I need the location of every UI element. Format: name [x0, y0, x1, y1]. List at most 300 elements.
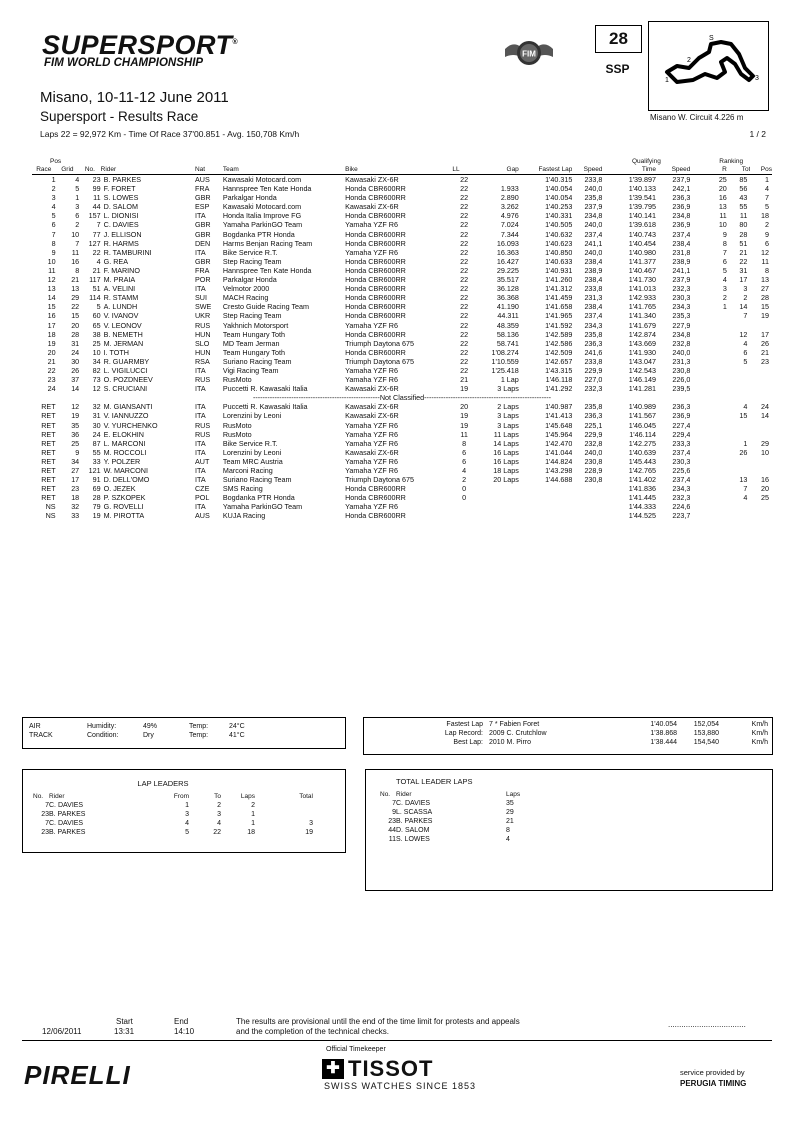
- speed: 233,8: [584, 356, 603, 366]
- grid: 17: [71, 475, 80, 485]
- qual-time: 1'41.930: [628, 347, 657, 357]
- rank-total: 28: [739, 229, 748, 239]
- fastest-lap: 1'45.648: [545, 420, 573, 430]
- rank-pos: 9: [765, 229, 769, 239]
- gap: 16 Laps: [493, 447, 519, 457]
- nation: RUS: [194, 375, 211, 385]
- rank-total: 21: [739, 247, 748, 257]
- total: 3: [309, 820, 313, 827]
- fastest-lap: 1'40.331: [545, 211, 573, 221]
- rank-race: [690, 339, 726, 348]
- tl-col-rider: Rider: [396, 791, 412, 798]
- tissot-wordmark: TISSOT: [348, 1056, 434, 1081]
- qual-time: 1'41.730: [628, 275, 657, 285]
- rider-name: G. ROVELLI: [103, 502, 144, 512]
- laps-led: 22: [460, 347, 469, 357]
- ll-col-rider: Rider: [49, 793, 65, 800]
- laps-led: 22: [460, 238, 469, 248]
- fastest-lap: 1'42.657: [545, 356, 573, 366]
- rider-number: 32: [92, 402, 101, 412]
- rank-total: [727, 366, 751, 375]
- rider-number: 77: [92, 229, 101, 239]
- bike: Honda CBR600RR: [345, 302, 406, 312]
- gap: 3 Laps: [497, 384, 519, 394]
- rank-total: 43: [739, 193, 748, 203]
- team: Yamaha ParkinGO Team: [222, 502, 303, 512]
- laps-led: 0: [462, 493, 467, 503]
- grid: 22: [71, 302, 80, 312]
- qual-time: 1'42.765: [628, 466, 657, 475]
- speed: 241,6: [584, 347, 603, 357]
- tl-col-laps: Laps: [506, 791, 521, 798]
- grid: 12: [71, 402, 80, 412]
- rank-race: 5: [722, 265, 727, 275]
- speed: 234,8: [584, 211, 603, 221]
- page-number: 1 / 2: [749, 129, 766, 139]
- speed: 240,0: [584, 247, 603, 257]
- race-pos: 1: [51, 175, 56, 184]
- rank-total: 85: [739, 175, 748, 184]
- qual-time: 1'42.874: [628, 329, 657, 339]
- nation: AUS: [194, 175, 210, 184]
- fastest-lap: 1'44.688: [545, 475, 573, 485]
- not-classified-body: [32, 402, 772, 520]
- fastest-lap: 1'41.312: [545, 284, 573, 294]
- race-pos: RET: [41, 411, 56, 421]
- lap-leader-row: [33, 801, 313, 810]
- qual-time: 1'41.281: [628, 384, 657, 394]
- records-box: [363, 717, 773, 755]
- rank-pos: 19: [761, 311, 769, 321]
- fastest-lap: 1'42.470: [545, 438, 573, 448]
- rider-name: R. GUARMBY: [103, 356, 150, 366]
- nation: SUI: [194, 293, 207, 303]
- result-row: [32, 384, 772, 393]
- rider-name: V. IANNUZZO: [103, 411, 149, 421]
- leader-name: B. PARKES: [396, 818, 433, 825]
- col-ranking: Ranking: [719, 158, 744, 165]
- result-row: [32, 220, 772, 229]
- grid: 4: [75, 175, 80, 184]
- race-pos: 20: [47, 347, 56, 357]
- leader-name: C. DAVIES: [396, 800, 431, 807]
- rank-pos: 23: [761, 356, 769, 366]
- qual-time: 1'45.443: [628, 456, 657, 466]
- result-row: [32, 239, 772, 248]
- gap: 2.890: [500, 193, 519, 203]
- laps-led: 22: [460, 329, 469, 339]
- rank-race: 13: [718, 202, 727, 212]
- qual-time: 1'43.669: [628, 338, 657, 348]
- qual-time: 1'39.897: [628, 175, 657, 184]
- rank-pos: [750, 366, 772, 375]
- qual-time: 1'39.618: [628, 220, 657, 230]
- gap: 20 Laps: [493, 475, 519, 485]
- rider-number: 12: [92, 384, 101, 394]
- nation: ITA: [194, 475, 206, 485]
- rank-race: [690, 348, 726, 357]
- bike: Yamaha YZF R6: [345, 456, 398, 466]
- race-pos: NS: [45, 502, 56, 512]
- qual-speed: 226,0: [672, 375, 691, 385]
- rider-number: 21: [92, 265, 101, 275]
- rider-number: 34: [92, 356, 101, 366]
- race-pos: RET: [41, 456, 56, 466]
- laps-led: 2: [462, 475, 467, 485]
- race-pos: RET: [41, 466, 56, 475]
- qual-speed: 236,9: [672, 411, 691, 421]
- speed: 240,0: [584, 447, 603, 457]
- laps-led: 22: [460, 229, 469, 239]
- rank-total: 80: [739, 220, 748, 230]
- gap: 16.093: [496, 238, 519, 248]
- rider-number: 23: [92, 175, 101, 184]
- laps-led: 22: [460, 275, 469, 285]
- rank-pos: [750, 375, 772, 384]
- qual-speed: 236,3: [672, 193, 691, 203]
- tl-col-no: No.: [380, 791, 391, 798]
- fastest-lap: 1'42.589: [545, 329, 573, 339]
- rank-pos: 5: [765, 202, 769, 212]
- rider-name: B. PARKES: [103, 175, 142, 184]
- qual-time: 1'40.454: [628, 238, 657, 248]
- result-row: [32, 275, 772, 284]
- rider-name: O. POZDNEEV: [103, 375, 153, 385]
- rank-total: 31: [739, 265, 748, 275]
- rank-pos: [750, 430, 772, 439]
- rider-number: 91: [92, 475, 101, 485]
- lap-record-speed: 153,880: [693, 730, 719, 737]
- fastest-lap: [519, 502, 573, 511]
- rank-total: 4: [743, 338, 748, 348]
- laps: 1: [251, 811, 255, 818]
- rank-race: [690, 311, 726, 320]
- qual-time: 1'39.795: [628, 202, 657, 212]
- speed: 232,3: [584, 384, 603, 394]
- grid: 26: [71, 365, 80, 375]
- rank-race: [690, 484, 726, 493]
- rider-name: M. PRAIA: [103, 275, 136, 285]
- rider-name: S. CRUCIANI: [103, 384, 148, 394]
- bike: Triumph Daytona 675: [345, 475, 414, 485]
- bike: Honda CBR600RR: [345, 275, 406, 285]
- race-pos: 23: [47, 375, 56, 385]
- race-pos: NS: [45, 511, 56, 521]
- rider-number: 33: [92, 456, 101, 466]
- result-row: [32, 302, 772, 311]
- qual-time: 1'40.989: [628, 402, 657, 412]
- official-timekeeper-label: Official Timekeeper: [326, 1046, 386, 1053]
- rank-race: [690, 421, 726, 430]
- speed: [572, 493, 602, 502]
- lap-leaders-title: LAP LEADERS: [137, 779, 189, 788]
- not-classified-row: [32, 457, 772, 466]
- team: Suriano Racing Team: [222, 475, 292, 485]
- rider-name: C. DAVIES: [103, 220, 139, 230]
- grid: 3: [75, 202, 80, 212]
- qual-speed: 234,3: [672, 302, 691, 312]
- nation: POR: [194, 275, 211, 285]
- grid: 21: [71, 275, 80, 285]
- gap: 18 Laps: [493, 466, 519, 475]
- qual-speed: 241,1: [672, 265, 691, 275]
- race-pos: 21: [47, 356, 56, 366]
- laps-led: 22: [460, 184, 469, 194]
- rider-name: F. MARINO: [103, 265, 140, 275]
- lap-record-label: Lap Record:: [444, 730, 483, 737]
- qual-time: 1'46.045: [628, 420, 657, 430]
- result-row: [32, 284, 772, 293]
- gap: 48.359: [496, 320, 519, 330]
- race-pos: 12: [47, 275, 56, 285]
- col-rk-tot: Tot: [741, 166, 751, 173]
- nation: RUS: [194, 429, 211, 439]
- total-leader-row: [380, 826, 560, 835]
- total: 19: [305, 829, 313, 836]
- rider-name: O. JEZEK: [103, 484, 136, 494]
- qual-speed: 224,6: [672, 502, 691, 512]
- laps: 4: [506, 836, 510, 843]
- rank-pos: 21: [761, 347, 769, 357]
- rider-number: 25: [92, 338, 101, 348]
- rank-race: [690, 366, 726, 375]
- leader-number: 7: [392, 800, 396, 807]
- col-nat: Nat: [194, 166, 206, 173]
- rank-total: 13: [739, 475, 748, 485]
- result-row: [32, 211, 772, 220]
- result-row: [32, 339, 772, 348]
- laps-led: 21: [460, 375, 469, 385]
- rank-race: [690, 493, 726, 502]
- laps-led: 0: [462, 484, 467, 494]
- gap: 1'25.418: [491, 365, 519, 375]
- speed: 229,9: [584, 365, 603, 375]
- rank-pos: 10: [761, 447, 769, 457]
- turn-label: 1: [665, 77, 669, 84]
- qual-time: 1'41.377: [628, 256, 657, 266]
- bike: Honda CBR600RR: [345, 265, 406, 275]
- rank-race: 9: [722, 229, 727, 239]
- pirelli-logo: PIRELLI: [24, 1060, 131, 1090]
- qual-speed: 240,0: [672, 347, 691, 357]
- laps-led: 22: [460, 338, 469, 348]
- team: Step Racing Team: [222, 311, 282, 321]
- rider-name: Y. POLZER: [103, 456, 141, 466]
- team: MD Team Jerman: [222, 338, 280, 348]
- rank-race: [690, 511, 726, 520]
- laps-led: 22: [460, 202, 469, 212]
- grid: 15: [71, 311, 80, 321]
- grid: 20: [71, 320, 80, 330]
- rider-name: L. VIGILUCCI: [103, 365, 148, 375]
- rank-race: 8: [722, 238, 727, 248]
- gap: 44.311: [497, 311, 519, 321]
- race-pos: 7: [51, 229, 56, 239]
- speed: 237,4: [584, 229, 603, 239]
- rank-pos: [750, 502, 772, 511]
- bike: Honda CBR600RR: [345, 238, 406, 248]
- race-pos: 18: [47, 329, 56, 339]
- team: RusMoto: [222, 429, 252, 439]
- rank-pos: 4: [765, 184, 769, 194]
- rank-pos: 26: [761, 338, 769, 348]
- team: Kawasaki Motocard.com: [222, 175, 302, 184]
- rider-number: 19: [92, 511, 101, 521]
- qual-time: 1'40.743: [628, 229, 657, 239]
- qual-speed: 239,5: [672, 384, 691, 394]
- fastest-lap: 1'40.623: [545, 238, 573, 248]
- rank-race: 2: [722, 293, 727, 303]
- race-pos: 15: [47, 302, 56, 312]
- rider-number: 114: [89, 293, 101, 303]
- fastest-lap: 1'43.298: [545, 466, 573, 475]
- to-lap: 3: [217, 811, 221, 818]
- lap-leaders-body: [33, 801, 313, 837]
- rank-pos: 15: [761, 302, 769, 312]
- rider-name: D. DELL'OMO: [103, 475, 150, 485]
- col-qspeed: Speed: [671, 166, 691, 173]
- tissot-tagline: SWISS WATCHES SINCE 1853: [324, 1081, 477, 1091]
- rank-pos: 16: [761, 475, 769, 485]
- qual-speed: 242,1: [672, 184, 691, 194]
- qual-speed: 237,9: [672, 175, 691, 184]
- race-pos: 22: [47, 365, 56, 375]
- grid: 13: [71, 284, 80, 294]
- nation: DEN: [194, 238, 211, 248]
- team: Bogdanka PTR Honda: [222, 493, 295, 503]
- to-lap: 2: [217, 802, 221, 809]
- gap: [476, 175, 519, 185]
- condition-value: Dry: [143, 732, 154, 739]
- not-classified-row: [32, 411, 772, 420]
- nation: GBR: [194, 229, 211, 239]
- fastest-lap-time: 1'40.054: [650, 721, 677, 728]
- rider-number: 79: [92, 502, 101, 512]
- qual-speed: 238,9: [672, 256, 691, 266]
- rank-race: 6: [722, 256, 727, 266]
- speed: 234,3: [584, 320, 603, 330]
- rank-pos: 7: [765, 193, 769, 203]
- nation: ITA: [194, 284, 206, 294]
- rider-number: 51: [92, 284, 101, 294]
- gap: 41.190: [496, 302, 519, 312]
- speed: 236,3: [584, 338, 603, 348]
- team: MACH Racing: [222, 293, 269, 303]
- lap-leader-row: [33, 819, 313, 828]
- qual-speed: 236,9: [672, 202, 691, 212]
- rank-pos: [750, 511, 772, 520]
- speed: 231,3: [584, 293, 603, 303]
- col-rider: Rider: [100, 166, 117, 173]
- qual-speed: 237,9: [672, 275, 691, 285]
- qual-speed: 237,4: [672, 229, 691, 239]
- rider-name: R. HARMS: [103, 238, 139, 248]
- rank-race: 3: [722, 284, 727, 294]
- result-row: [32, 266, 772, 275]
- end-label: End: [174, 1017, 189, 1026]
- qual-speed: 227,9: [672, 320, 691, 330]
- best-lap-unit: Km/h: [751, 739, 768, 746]
- nation: GBR: [194, 256, 211, 266]
- start-time: 13:31: [114, 1027, 135, 1036]
- team: Lorenzini by Leoni: [222, 447, 282, 457]
- nation: ITA: [194, 365, 206, 375]
- bike: Kawasaki ZX-6R: [345, 402, 399, 412]
- provisional-note-2: and the completion of the technical checks.: [236, 1027, 389, 1036]
- gap: 7.024: [500, 220, 519, 230]
- rank-total: 3: [743, 284, 748, 294]
- result-row: [32, 293, 772, 302]
- rank-total: 55: [739, 202, 748, 212]
- rank-race: 11: [719, 211, 727, 221]
- gap: 3 Laps: [497, 411, 519, 421]
- bike: Honda CBR600RR: [345, 256, 406, 266]
- leader-name: C. DAVIES: [49, 820, 84, 827]
- rider-name: G. REA: [103, 256, 128, 266]
- speed: 235,8: [584, 402, 603, 412]
- rider-number: 30: [92, 420, 101, 430]
- nation: ITA: [194, 447, 206, 457]
- col-race: Race: [36, 166, 52, 173]
- rider-name: D. SALOM: [103, 202, 138, 212]
- speed: 241,1: [584, 238, 603, 248]
- fastest-lap: 1'42.586: [545, 338, 573, 348]
- grid: 6: [75, 211, 80, 221]
- gap: 16.363: [496, 247, 519, 257]
- team: Parkalgar Honda: [222, 193, 277, 203]
- bike: Honda CBR600RR: [345, 211, 406, 221]
- speed: 232,8: [584, 438, 603, 448]
- rank-total: [727, 384, 751, 393]
- grid: 29: [71, 293, 80, 303]
- team: Suriano Racing Team: [222, 356, 292, 366]
- rank-total: [727, 502, 751, 511]
- end-time: 14:10: [174, 1027, 195, 1036]
- rank-race: 1: [722, 302, 727, 312]
- grid: 16: [71, 256, 80, 266]
- rider-number: 60: [92, 311, 101, 321]
- leader-name: C. DAVIES: [49, 802, 84, 809]
- speed: 240,0: [584, 184, 603, 194]
- bike: Honda CBR600RR: [345, 284, 406, 294]
- rank-pos: 25: [761, 493, 769, 503]
- speed: 228,9: [584, 466, 603, 475]
- qual-time: 1'41.567: [628, 411, 657, 421]
- laps-led: 19: [460, 384, 469, 394]
- rider-number: 10: [92, 347, 101, 357]
- event-title: Misano, 10-11-12 June 2011: [40, 89, 229, 106]
- rank-pos: 13: [761, 275, 769, 285]
- fastest-lap: 1'40.054: [545, 193, 573, 203]
- race-pos: 8: [51, 238, 56, 248]
- qual-speed: 231,3: [672, 356, 691, 366]
- ll-col-laps: Laps: [240, 793, 255, 800]
- rank-race: 16: [718, 193, 727, 203]
- rider-name: R. TAMBURINI: [103, 247, 152, 257]
- tissot-cross-icon: ✚: [322, 1059, 344, 1079]
- grid: 37: [71, 375, 80, 385]
- rank-race: [690, 502, 726, 511]
- rider-name: B. NEMETH: [103, 329, 143, 339]
- not-classified-row: [32, 511, 772, 520]
- team: Vigi Racing Team: [222, 365, 279, 375]
- rank-total: 22: [739, 256, 748, 266]
- qual-speed: 229,4: [672, 429, 691, 439]
- rider-name: V. YURCHENKO: [103, 420, 158, 430]
- from-lap: 5: [185, 829, 189, 836]
- speed: 237,4: [584, 311, 603, 321]
- total-leader-row: [380, 799, 560, 808]
